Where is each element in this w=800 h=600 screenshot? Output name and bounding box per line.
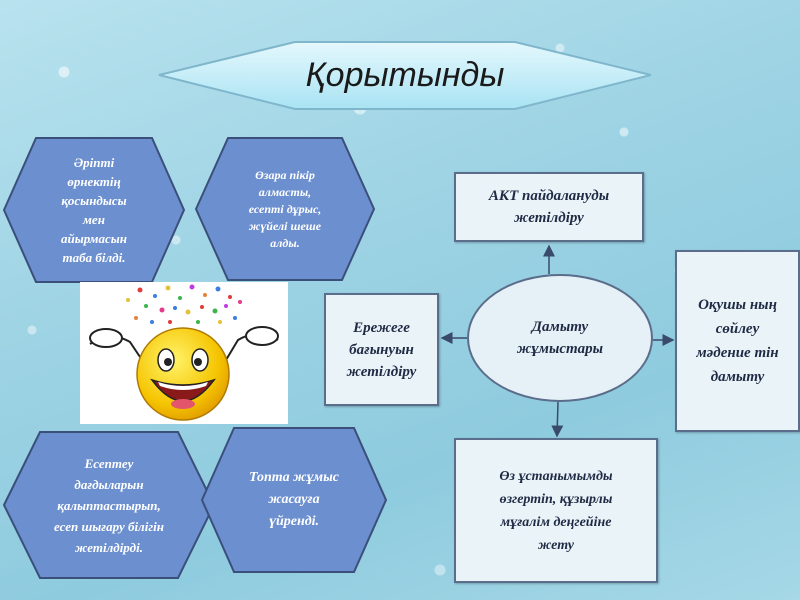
hex2-line: Өзара пікір: [255, 167, 315, 182]
hex3-line: қалыптастырып,: [57, 497, 161, 513]
box-bottom-line: өзгертіп, құзырлы: [499, 491, 613, 507]
hex1-line: айырмасын: [60, 231, 127, 246]
box-bottom-line: мұғалім деңгейіне: [500, 514, 612, 530]
hex3-line: дағдыларын: [74, 476, 144, 492]
box-right-line: Оқушы ның: [698, 297, 777, 313]
hex2-line: есепті дұрыс,: [248, 201, 322, 216]
box-akt: [454, 172, 644, 242]
hex2-line: алмасты,: [258, 184, 312, 199]
hex1-line: қосындысы: [61, 193, 127, 208]
center-line: жұмыстары: [516, 341, 604, 357]
box-speech-culture: [675, 250, 800, 432]
hex4-line: Топта жұмыс: [248, 470, 340, 485]
box-left-line: жетілдіру: [346, 363, 417, 380]
box-top-line: жетілдіру: [514, 210, 584, 226]
box-right-line: мәдение тін: [696, 345, 779, 361]
hex1-line: өрнектің: [67, 174, 121, 189]
page-title: Қорытынды: [305, 56, 505, 94]
center-ellipse: [467, 274, 653, 402]
hex3-line: жетілдірді.: [75, 539, 143, 555]
hex3-line: есеп шығару білігін: [54, 518, 164, 534]
hex1-line: мен: [83, 212, 105, 227]
hex2-line: алды.: [270, 235, 300, 250]
hex2-line: жүйелі шеше: [248, 218, 322, 233]
hex4-line: үйренді.: [268, 514, 320, 529]
box-left-line: бағынуын: [349, 341, 414, 358]
box-bottom-line: Өз ұстанымымды: [499, 468, 613, 484]
box-right-line: сөйлеу: [715, 321, 760, 337]
box-bottom-line: жету: [538, 537, 574, 553]
box-rules: [324, 293, 439, 406]
hex1-line: Әріпті: [73, 155, 115, 170]
arrow-to-bottom-box: [557, 402, 558, 436]
center-line: Дамыту: [531, 319, 589, 335]
box-left-line: Ережеге: [353, 319, 410, 336]
box-right-line: дамыту: [710, 369, 765, 385]
hex3-line: Есептеу: [84, 455, 134, 471]
box-teacher-level: [454, 438, 658, 583]
hex4-line: жасауға: [268, 492, 320, 507]
hex1-line: таба білді.: [62, 250, 126, 265]
box-top-line: АКТ пайдалануды: [488, 188, 610, 204]
